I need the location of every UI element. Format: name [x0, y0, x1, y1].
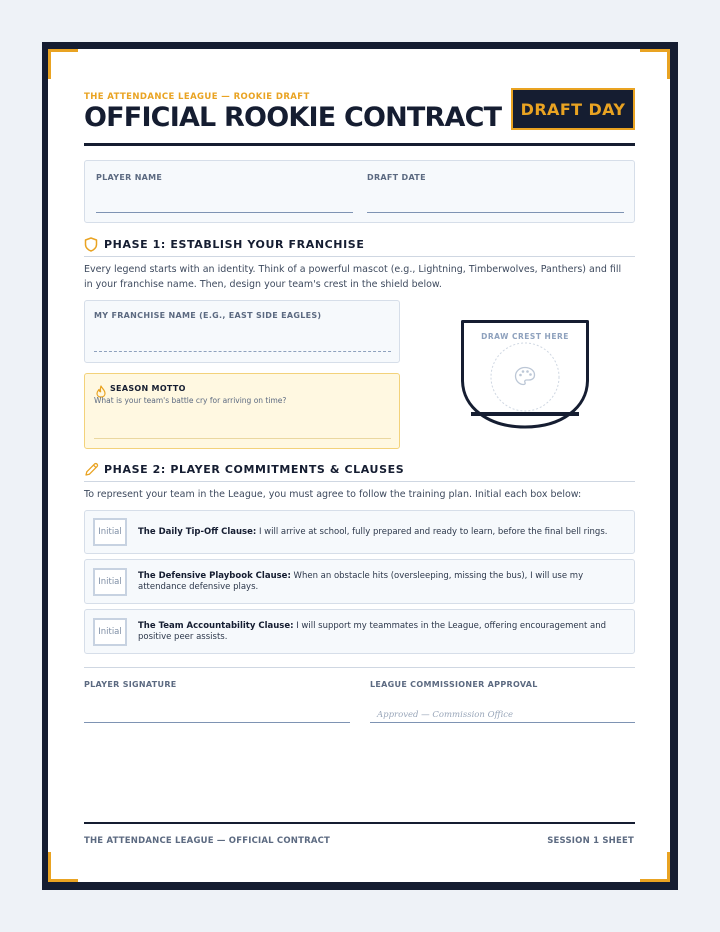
title-divider [84, 143, 635, 146]
footer-divider [84, 822, 635, 824]
commissioner-approval-value: Approved — Commission Office [377, 710, 514, 720]
clause-title: The Defensive Playbook Clause: [138, 571, 291, 581]
franchise-name-box [84, 300, 400, 363]
corner-accent-bottom-right [640, 852, 670, 882]
phase2-intro: To represent your team in the League, you must agree to follow the training plan. Initial each box below: [84, 489, 582, 500]
footer-left: THE ATTENDANCE LEAGUE — OFFICIAL CONTRACT [84, 836, 331, 846]
footer-right: SESSION 1 SHEET [547, 836, 634, 846]
phase2-divider [84, 481, 635, 482]
flame-icon [95, 383, 107, 396]
clause-item [84, 510, 635, 554]
pencil-icon [84, 462, 99, 477]
header-eyebrow: THE ATTENDANCE LEAGUE — ROOKIE DRAFT [84, 92, 310, 102]
commissioner-approval-label: LEAGUE COMMISSIONER APPROVAL [370, 680, 538, 689]
corner-accent-top-right [640, 49, 670, 79]
phase1-intro: Every legend starts with an identity. Think of a powerful mascot (e.g., Lightning, Timberwolves, Panthers) and fill in your franchise name. Then, design your team's crest in the shield below. [84, 264, 622, 290]
franchise-name-label: MY FRANCHISE NAME (E.G., EAST SIDE EAGLES) [94, 311, 322, 320]
player-signature-field[interactable] [84, 722, 350, 723]
phase2-title: PHASE 2: PLAYER COMMITMENTS & CLAUSES [104, 463, 405, 476]
signature-divider [84, 667, 635, 668]
clause-text [138, 571, 616, 593]
player-signature-label: PLAYER SIGNATURE [84, 680, 177, 689]
draft-date-field[interactable] [367, 212, 624, 213]
season-motto-field[interactable] [94, 438, 391, 439]
draft-day-badge: DRAFT DAY [511, 88, 635, 130]
clause-item [84, 609, 635, 654]
clause-text [138, 621, 616, 643]
clause-title: The Daily Tip-Off Clause: [138, 527, 257, 537]
season-motto-box [84, 373, 400, 449]
initial-box[interactable]: Initial [93, 568, 127, 596]
player-info-box [84, 160, 635, 223]
clause-item [84, 559, 635, 604]
initial-box[interactable]: Initial [93, 618, 127, 646]
palette-icon [514, 366, 536, 386]
commissioner-approval-field [370, 722, 635, 723]
clause-title: The Team Accountability Clause: [138, 621, 294, 631]
franchise-name-field[interactable] [94, 351, 391, 352]
corner-accent-bottom-left [48, 852, 78, 882]
phase1-title: PHASE 1: ESTABLISH YOUR FRANCHISE [104, 238, 365, 251]
draft-date-label: DRAFT DATE [367, 173, 426, 182]
phase1-divider [84, 256, 635, 257]
season-motto-prompt: What is your team's battle cry for arriving on time? [94, 396, 287, 405]
crest-label: DRAW CREST HERE [481, 332, 569, 341]
player-name-label: PLAYER NAME [96, 173, 163, 182]
shield-icon [84, 237, 98, 252]
player-name-field[interactable] [96, 212, 353, 213]
initial-box[interactable]: Initial [93, 518, 127, 546]
clause-body: I will support my teammates in the League, offering encouragement and positive peer assists. [138, 621, 607, 642]
clause-body: When an obstacle hits (oversleeping, missing the bus), I will use my attendance defensive plays. [138, 571, 584, 592]
corner-accent-top-left [48, 49, 78, 79]
clause-text [138, 527, 616, 538]
clause-body: I will arrive at school, fully prepared and ready to learn, before the final bell rings. [256, 527, 608, 537]
page-title: OFFICIAL ROOKIE CONTRACT [84, 102, 502, 133]
season-motto-label: SEASON MOTTO [110, 384, 186, 393]
